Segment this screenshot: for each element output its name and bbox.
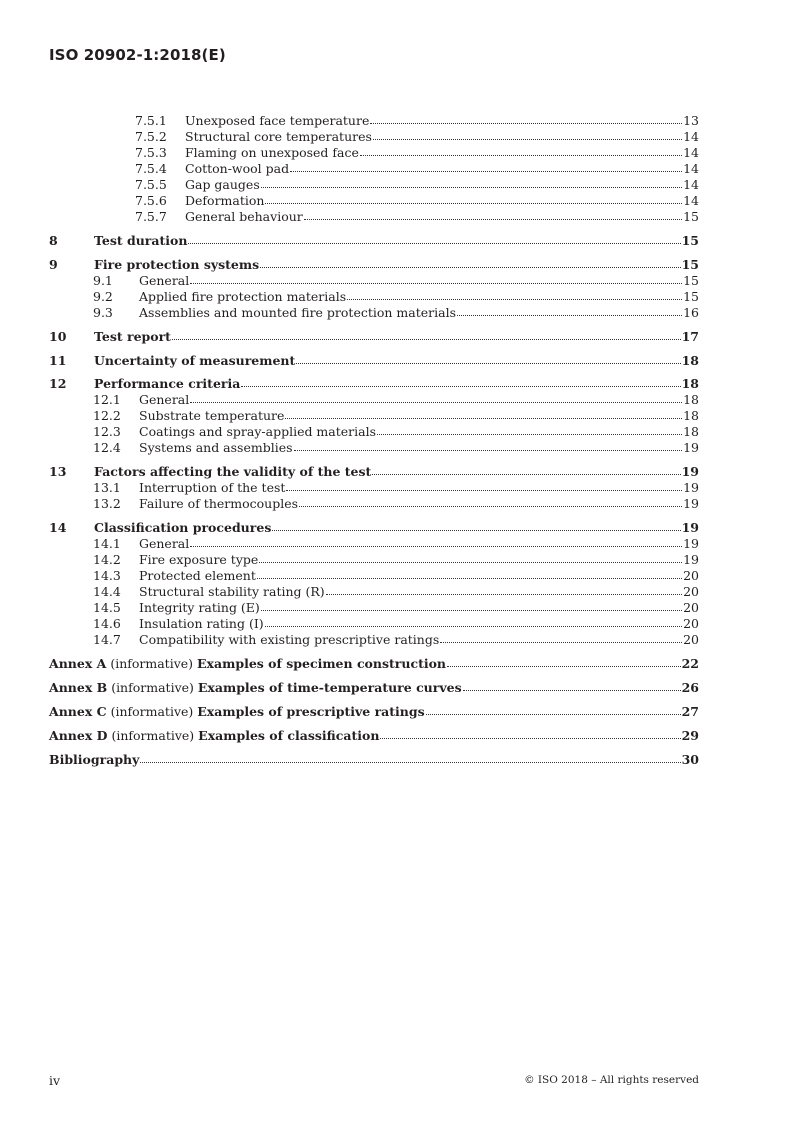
dot-leader bbox=[377, 433, 682, 435]
dot-leader bbox=[426, 713, 681, 715]
toc-annex-entry[interactable]: Annex A (informative) Examples of specimen construction 22 bbox=[49, 656, 699, 671]
toc-entry[interactable]: 14.2 Fire exposure type 19 bbox=[93, 552, 699, 567]
toc-entry[interactable]: 7.5.3 Flaming on unexposed face 14 bbox=[135, 145, 699, 160]
toc-entry[interactable]: 7.5.5 Gap gauges 14 bbox=[135, 177, 699, 192]
dot-leader bbox=[172, 338, 681, 340]
dot-leader bbox=[190, 545, 682, 547]
copyright-notice: © ISO 2018 – All rights reserved bbox=[524, 1074, 699, 1086]
dot-leader bbox=[241, 385, 680, 387]
toc-entry[interactable]: 9.3 Assemblies and mounted fire protection materials 16 bbox=[93, 305, 699, 320]
toc-annex-entry[interactable]: Annex C (informative) Examples of prescriptive ratings 27 bbox=[49, 704, 699, 719]
dot-leader bbox=[347, 298, 682, 300]
toc-entry[interactable]: 7.5.1 Unexposed face temperature 13 bbox=[135, 113, 699, 128]
dot-leader bbox=[440, 641, 682, 643]
toc-entry[interactable]: 12.2 Substrate temperature 18 bbox=[93, 408, 699, 423]
dot-leader bbox=[294, 449, 683, 451]
document-id: ISO 20902-1:2018(E) bbox=[49, 46, 226, 64]
toc-entry[interactable]: 14.5 Integrity rating (E) 20 bbox=[93, 600, 699, 615]
dot-leader bbox=[370, 122, 682, 124]
toc-entry[interactable]: 11 Uncertainty of measurement 18 bbox=[49, 353, 699, 368]
dot-leader bbox=[457, 314, 682, 316]
toc-entry[interactable]: 12.1 General 18 bbox=[93, 392, 699, 407]
toc-entry[interactable]: 14.3 Protected element 20 bbox=[93, 568, 699, 583]
dot-leader bbox=[188, 242, 680, 244]
dot-leader bbox=[326, 593, 682, 595]
dot-leader bbox=[272, 529, 680, 531]
dot-leader bbox=[265, 625, 682, 627]
dot-leader bbox=[372, 473, 680, 475]
dot-leader bbox=[304, 218, 682, 220]
dot-leader bbox=[257, 577, 682, 579]
dot-leader bbox=[265, 202, 682, 204]
toc-entry[interactable]: 13.1 Interruption of the test 19 bbox=[93, 480, 699, 495]
toc-entry[interactable]: 8 Test duration 15 bbox=[49, 233, 699, 248]
dot-leader bbox=[299, 505, 682, 507]
toc-entry[interactable]: 7.5.6 Deformation 14 bbox=[135, 193, 699, 208]
dot-leader bbox=[360, 154, 682, 156]
dot-leader bbox=[261, 609, 682, 611]
toc-entry[interactable]: 7.5.2 Structural core temperatures 14 bbox=[135, 129, 699, 144]
toc-annex-entry[interactable]: Annex D (informative) Examples of classification 29 bbox=[49, 728, 699, 743]
toc-entry[interactable]: 10 Test report 17 bbox=[49, 329, 699, 344]
toc-entry[interactable]: 13.2 Failure of thermocouples 19 bbox=[93, 496, 699, 511]
dot-leader bbox=[261, 186, 682, 188]
dot-leader bbox=[286, 489, 682, 491]
dot-leader bbox=[260, 266, 680, 268]
toc-entry[interactable]: 13 Factors affecting the validity of the test 19 bbox=[49, 464, 699, 479]
toc-entry[interactable]: 12.4 Systems and assemblies 19 bbox=[93, 440, 699, 455]
toc-entry[interactable]: 9 Fire protection systems 15 bbox=[49, 257, 699, 272]
dot-leader bbox=[296, 362, 680, 364]
toc-entry[interactable]: 7.5.7 General behaviour 15 bbox=[135, 209, 699, 224]
toc-entry[interactable]: 9.2 Applied fire protection materials 15 bbox=[93, 289, 699, 304]
dot-leader bbox=[290, 170, 682, 172]
toc-entry[interactable]: 12 Performance criteria 18 bbox=[49, 376, 699, 391]
dot-leader bbox=[463, 689, 681, 691]
toc-entry[interactable]: 12.3 Coatings and spray-applied materials 18 bbox=[93, 424, 699, 439]
toc-entry[interactable]: 14 Classification procedures 19 bbox=[49, 520, 699, 535]
dot-leader bbox=[140, 761, 680, 763]
dot-leader bbox=[190, 282, 682, 284]
dot-leader bbox=[447, 665, 681, 667]
toc-entry[interactable]: 7.5.4 Cotton-wool pad 14 bbox=[135, 161, 699, 176]
dot-leader bbox=[259, 561, 682, 563]
page-number: iv bbox=[49, 1073, 61, 1088]
dot-leader bbox=[285, 417, 682, 419]
toc-entry[interactable]: 14.7 Compatibility with existing prescriptive ratings 20 bbox=[93, 632, 699, 647]
toc-bibliography-entry[interactable]: Bibliography 30 bbox=[49, 752, 699, 767]
dot-leader bbox=[190, 401, 682, 403]
toc-entry[interactable]: 14.4 Structural stability rating (R) 20 bbox=[93, 584, 699, 599]
toc-annex-entry[interactable]: Annex B (informative) Examples of time-temperature curves 26 bbox=[49, 680, 699, 695]
dot-leader bbox=[380, 737, 680, 739]
toc-entry[interactable]: 14.6 Insulation rating (I) 20 bbox=[93, 616, 699, 631]
dot-leader bbox=[373, 138, 682, 140]
toc-entry[interactable]: 14.1 General 19 bbox=[93, 536, 699, 551]
toc-entry[interactable]: 9.1 General 15 bbox=[93, 273, 699, 288]
